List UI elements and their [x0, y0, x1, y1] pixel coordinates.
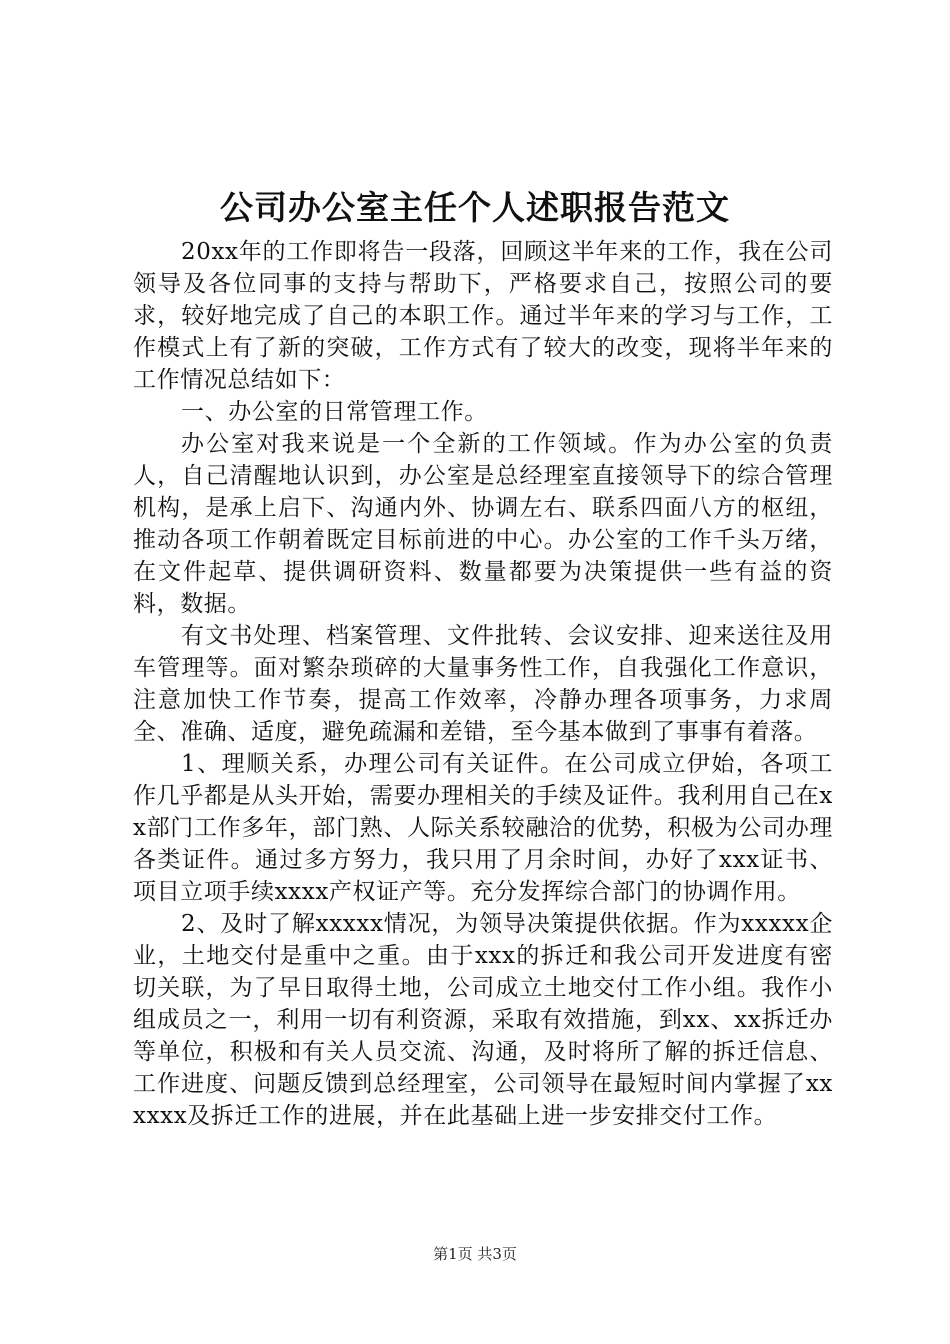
paragraph-intro: 20xx年的工作即将告一段落，回顾这半年来的工作，我在公司领导及各位同事的支持与帮助下，严格要求自己，按照公司的要求，较好地完成了自己的本职工作。通过半年来的学习与工作，工作模式上有了新的突破，工作方式有了较大的改变，现将半年来的工作情况总结如下：: [133, 239, 833, 393]
paragraph-item-2: 2、及时了解xxxxx情况，为领导决策提供依据。作为xxxxx企业，土地交付是重中之重。由于xxx的拆迁和我公司开发进度有密切关联，为了早日取得土地，公司成立土地交付工作小组。我作小组成员之一，利用一切有利资源，采取有效措施，到xx、xx拆迁办等单位，积极和有关人员交流、沟通，及时将所了解的拆迁信息、工作进度、问题反馈到总经理室，公司领导在最短时间内掌握了xxxxxx及拆迁工作的进展，并在此基础上进一步安排交付工作。: [133, 911, 833, 1129]
document-title: 公司办公室主任个人述职报告范文: [220, 188, 730, 227]
page-number-footer: 第1页 共3页: [433, 1245, 517, 1263]
paragraph-office-tasks: 有文书处理、档案管理、文件批转、会议安排、迎来送往及用车管理等。面对繁杂琐碎的大量事务性工作，自我强化工作意识，注意加快工作节奏，提高工作效率，冷静办理各项事务，力求周全、准确、适度，避免疏漏和差错，至今基本做到了事事有着落。: [133, 623, 833, 745]
paragraph-office-role: 办公室对我来说是一个全新的工作领域。作为办公室的负责人，自己清醒地认识到，办公室是总经理室直接领导下的综合管理机构，是承上启下、沟通内外、协调左右、联系四面八方的枢纽，推动各项工作朝着既定目标前进的中心。办公室的工作千头万绪，在文件起草、提供调研资料、数量都要为决策提供一些有益的资料，数据。: [133, 431, 833, 617]
document-body: [133, 236, 833, 1132]
paragraph-section-heading: 一、办公室的日常管理工作。: [181, 399, 488, 425]
paragraph-item-1: 1、理顺关系，办理公司有关证件。在公司成立伊始，各项工作几乎都是从头开始，需要办理相关的手续及证件。我利用自己在xx部门工作多年，部门熟、人际关系较融洽的优势，积极为公司办理各类证件。通过多方努力，我只用了月余时间，办好了xxx证书、项目立项手续xxxx产权证产等。充分发挥综合部门的协调作用。: [133, 751, 833, 905]
